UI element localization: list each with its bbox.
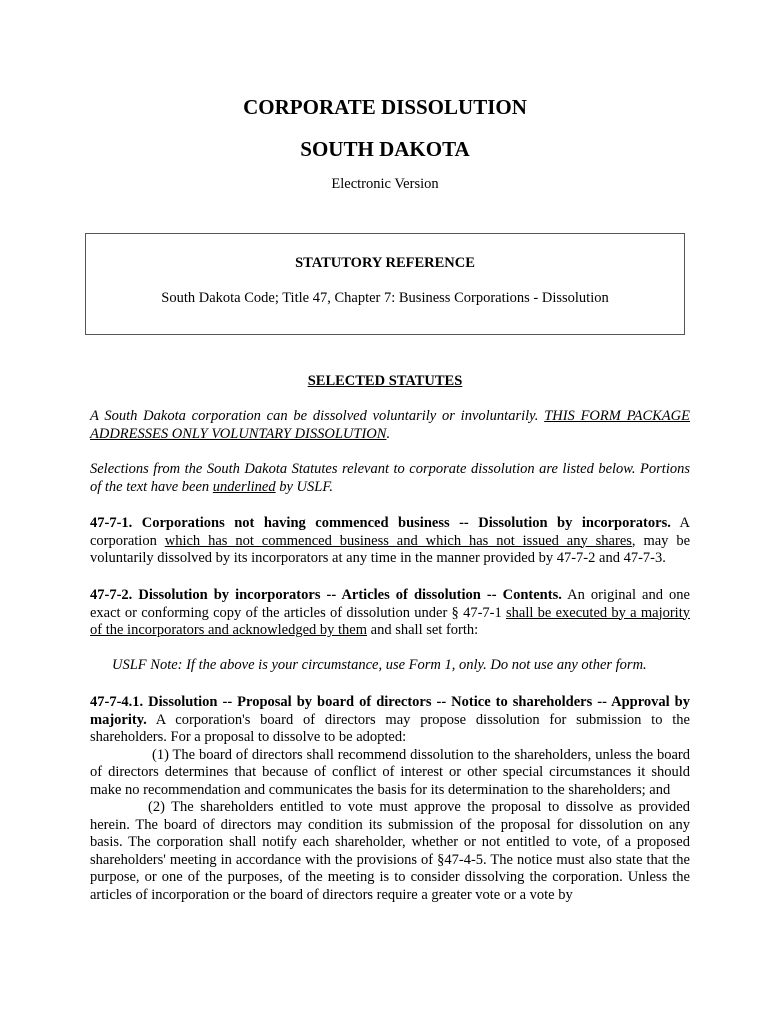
- intro2-end: by USLF.: [275, 478, 333, 495]
- statute-47-7-2: [90, 587, 690, 640]
- state-title: SOUTH DAKOTA: [300, 137, 470, 161]
- statute-47-7-2-heading: 47-7-2. Dissolution by incorporators -- Articles of dissolution -- Contents.: [90, 587, 562, 603]
- statute-47-7-1-underlined: which has not commenced business and which has not issued any shares: [164, 532, 632, 549]
- intro1-text: A South Dakota corporation can be dissolved voluntarily or involuntarily.: [90, 408, 545, 424]
- intro-paragraph-1: [90, 408, 690, 443]
- statute-47-7-2-underlined: shall be executed by a majority of the incorporators and acknowledged by them: [90, 604, 690, 638]
- statute-47-7-4-1: [90, 694, 690, 904]
- intro2-text: Selections from the South Dakota Statutes relevant to corporate dissolution are listed below. Portions of the text have been: [90, 461, 690, 495]
- statute-47-7-4-1-item-2: (2) The shareholders entitled to vote must approve the proposal to dissolve as provided herein. The board of directors may condition its submission of the proposal for dissolution on any basis. The corporation shall notify each shareholder, whether or not entitled to vote, of a proposed shareholders' meeting in accordance with the provisions of §47-4-5. The notice must also state that the purpose, or one of the purposes, of the meeting is to consider dissolving the corporation. Unless the articles of incorporation or the board of directors require a greater vote or a vote by: [90, 799, 690, 903]
- intro1-underlined: THIS FORM PACKAGE ADDRESSES ONLY VOLUNTARY DISSOLUTION: [90, 408, 690, 442]
- statutory-reference-box: [85, 233, 685, 335]
- uslf-note: USLF Note: If the above is your circumstance, use Form 1, only. Do not use any other form.: [112, 657, 647, 673]
- statute-47-7-4-1-item-1: (1) The board of directors shall recommend dissolution to the shareholders, unless the board of directors determines that because of conflict of interest or other special circumstances it should make no recommendation and communicates the basis for its determination to the shareholders; and: [90, 746, 690, 798]
- statute-47-7-2-text-a: An original and one exact or conforming copy of the articles of dissolution under § 47-7-1: [90, 587, 690, 621]
- statute-47-7-4-1-text: A corporation's board of directors may propose dissolution for submission to the shareholders. For a proposal to dissolve to be adopted:: [90, 711, 690, 745]
- statutory-text: South Dakota Code; Title 47, Chapter 7: Business Corporations - Dissolution: [161, 290, 609, 306]
- document-title: CORPORATE DISSOLUTION: [243, 95, 527, 119]
- intro1-end: .: [386, 425, 391, 442]
- statute-47-7-1: [90, 515, 690, 568]
- statute-47-7-2-text-b: and shall set forth:: [367, 622, 479, 638]
- statute-47-7-1-text-a: A corporation: [90, 515, 691, 549]
- version-label: Electronic Version: [331, 176, 439, 192]
- statute-47-7-1-text-b: , may be voluntarily dissolved by its incorporators at any time in the manner provided by 47-7-2 and 47-7-3.: [90, 532, 691, 566]
- selected-heading-text: SELECTED STATUTES: [307, 373, 463, 389]
- intro-paragraph-2: [90, 461, 690, 496]
- statute-47-7-1-heading: 47-7-1. Corporations not having commenced business -- Dissolution by incorporators.: [90, 515, 671, 531]
- statute-47-7-4-1-heading: 47-7-4.1. Dissolution -- Proposal by board of directors -- Notice to shareholders -- Approval by majority.: [90, 694, 690, 728]
- selected-statutes-heading: [0, 372, 770, 390]
- statutory-heading: STATUTORY REFERENCE: [295, 255, 475, 271]
- intro2-underlined: underlined: [212, 478, 276, 495]
